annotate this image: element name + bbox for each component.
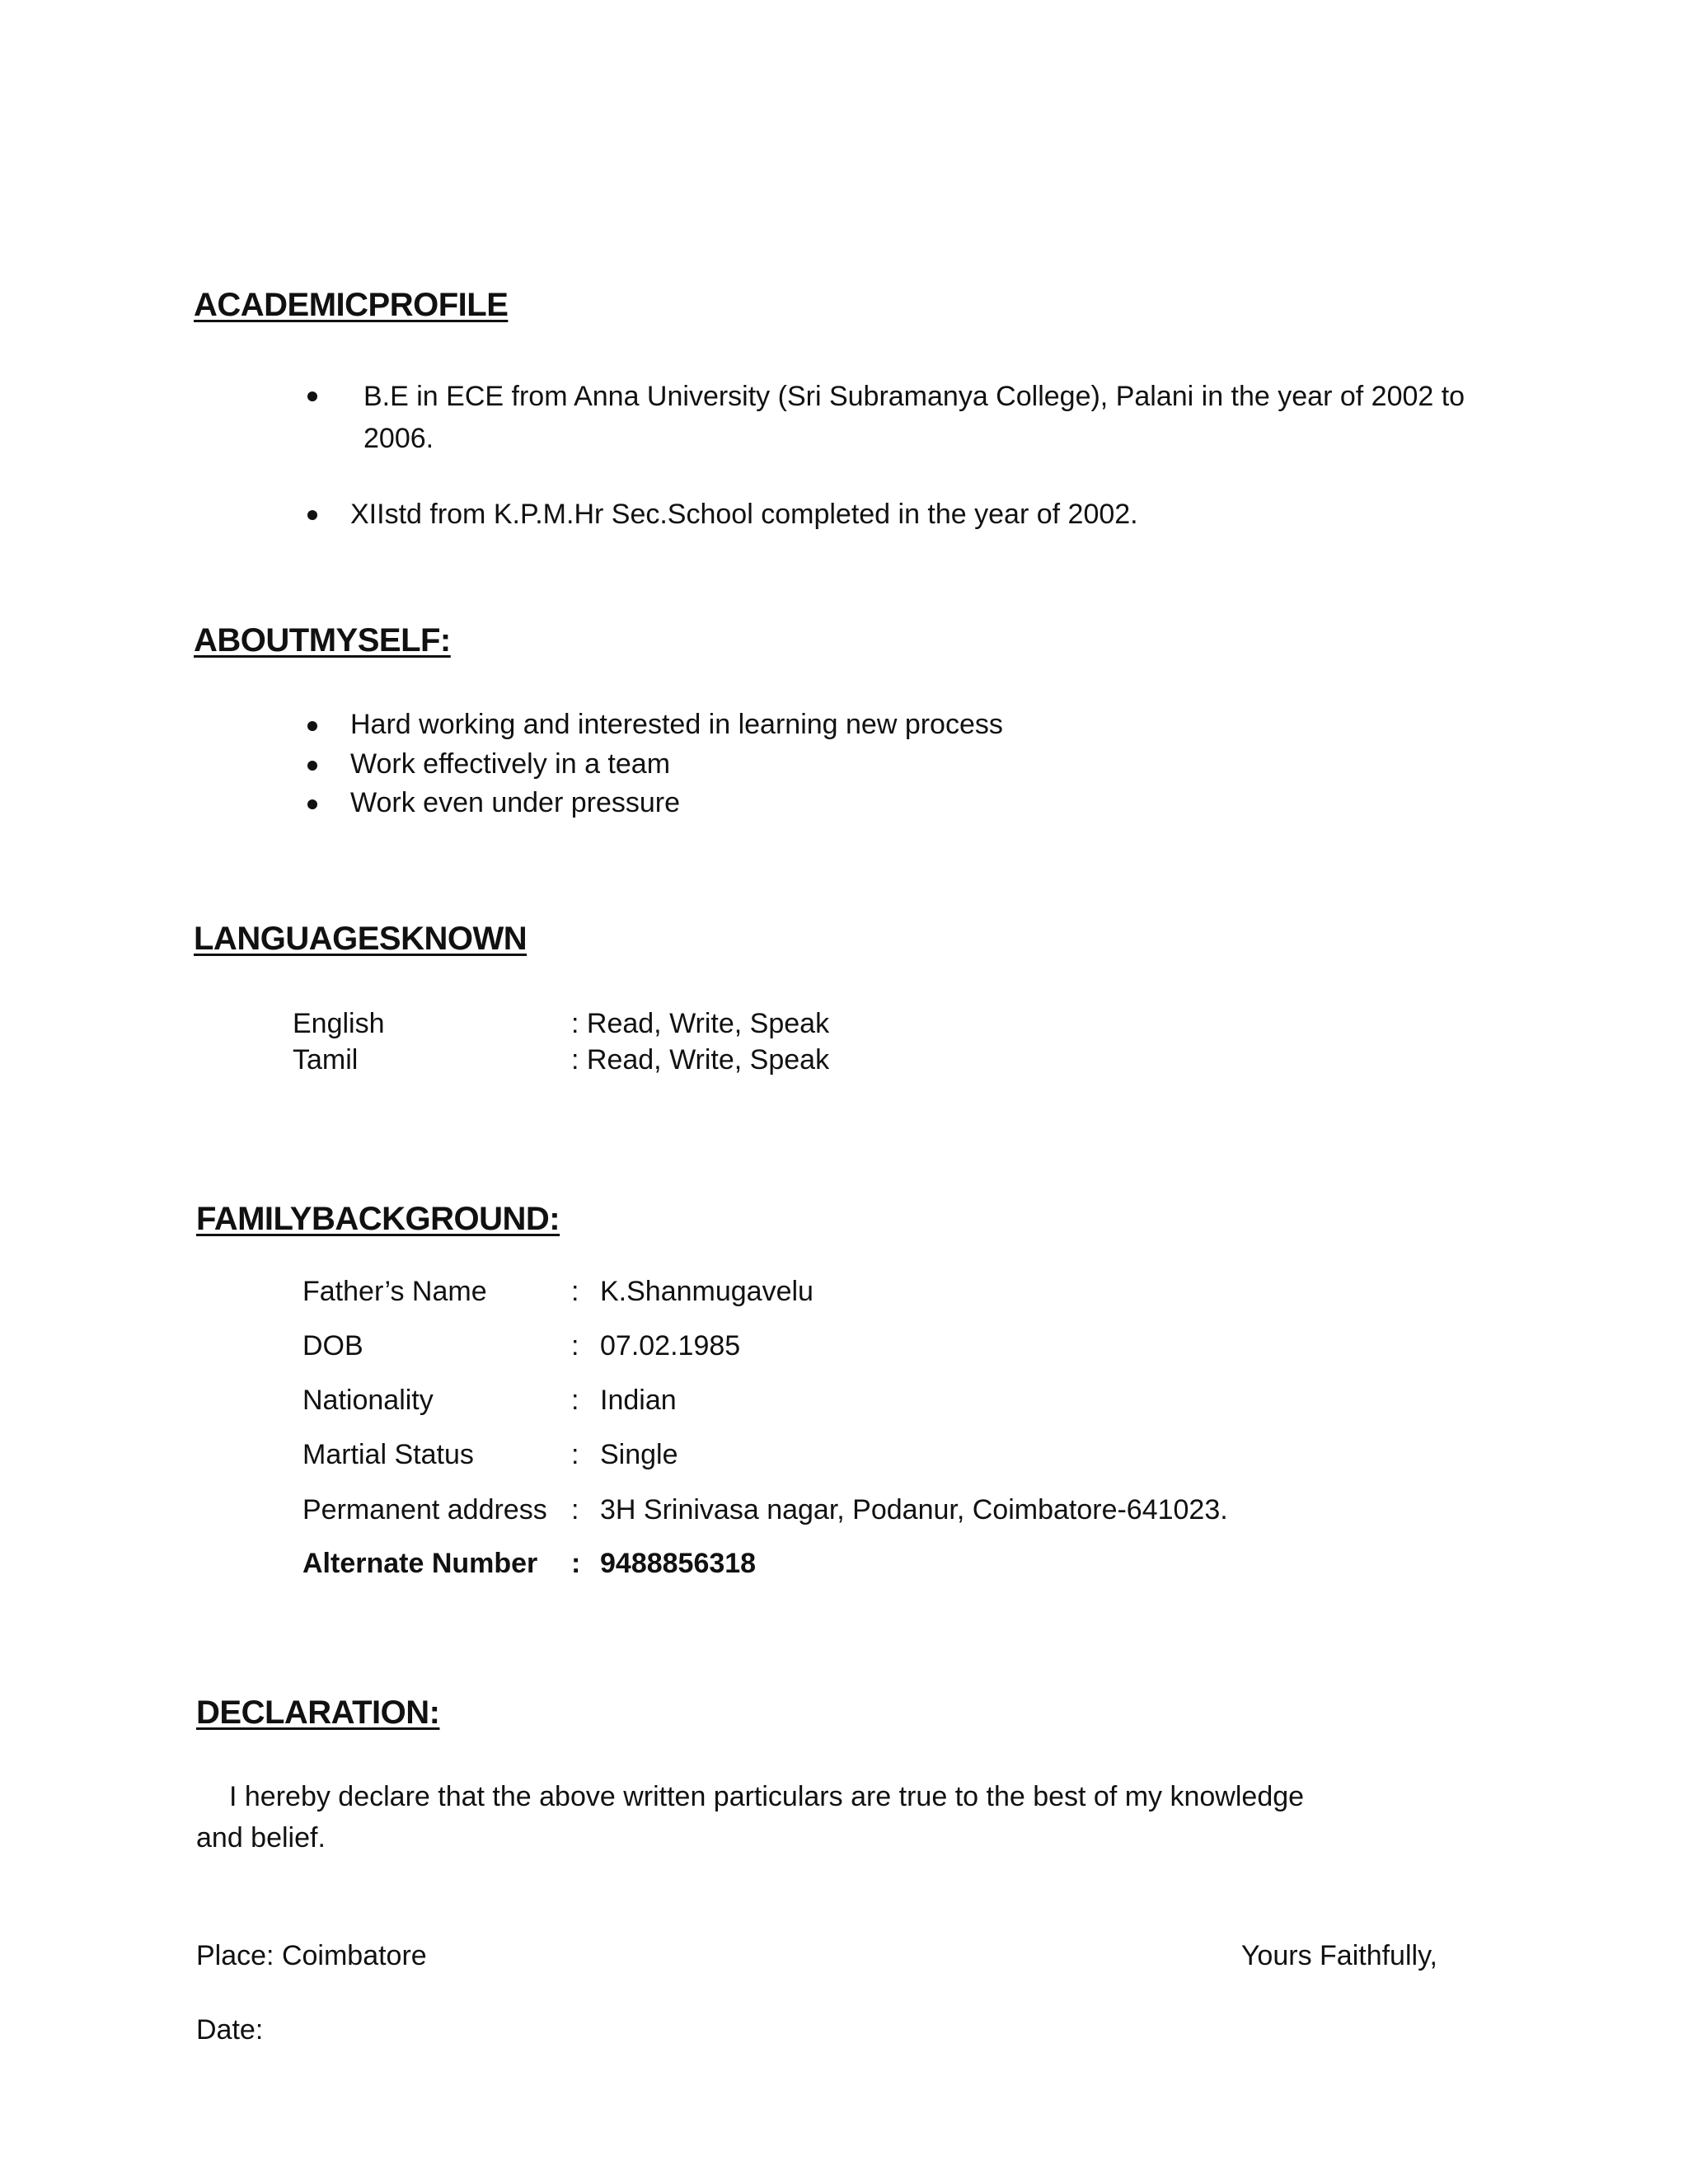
family-value-marital-status: Single: [600, 1439, 678, 1470]
declaration-text-line-2: and belief.: [196, 1822, 326, 1854]
family-separator: :: [571, 1385, 579, 1416]
academic-item-2: XIIstd from K.P.M.Hr Sec.School completed in the year of 2002.: [350, 499, 1138, 530]
about-item-1: Hard working and interested in learning new process: [350, 709, 1003, 740]
section-heading-family-background: FAMILYBACKGROUND:: [196, 1201, 560, 1237]
family-value-nationality: Indian: [600, 1385, 677, 1416]
family-key-permanent-address: Permanent address: [302, 1494, 547, 1526]
about-item-2: Work effectively in a team: [350, 748, 671, 780]
family-value-fathers-name: K.Shanmugavelu: [600, 1276, 814, 1307]
language-name-english: English: [293, 1008, 385, 1039]
family-key-nationality: Nationality: [302, 1385, 434, 1416]
family-separator: :: [571, 1276, 579, 1307]
family-key-dob: DOB: [302, 1330, 363, 1361]
family-value-alternate-number: 9488856318: [600, 1548, 757, 1579]
section-heading-declaration: DECLARATION:: [196, 1694, 440, 1731]
family-key-marital-status: Martial Status: [302, 1439, 474, 1470]
section-heading-academic-profile: ACADEMICPROFILE: [194, 287, 509, 323]
about-item-3: Work even under pressure: [350, 787, 681, 818]
family-separator: :: [571, 1494, 579, 1526]
family-value-dob: 07.02.1985: [600, 1330, 741, 1361]
family-value-permanent-address: 3H Srinivasa nagar, Podanur, Coimbatore-641023.: [600, 1494, 1228, 1526]
family-separator: :: [571, 1548, 581, 1579]
bullet-icon: [307, 761, 317, 771]
family-key-alternate-number: Alternate Number: [302, 1548, 538, 1579]
date-label: Date:: [196, 2014, 264, 2046]
academic-item-1-line-1: B.E in ECE from Anna University (Sri Subramanya College), Palani in the year of 2002 to: [363, 381, 1465, 412]
family-key-fathers-name: Father’s Name: [302, 1276, 487, 1307]
bullet-icon: [307, 721, 317, 731]
section-heading-about-myself: ABOUTMYSELF:: [194, 622, 451, 658]
section-heading-languages-known: LANGUAGESKNOWN: [194, 921, 528, 957]
language-name-tamil: Tamil: [293, 1044, 359, 1076]
bullet-icon: [307, 799, 317, 809]
family-separator: :: [571, 1330, 579, 1361]
bullet-icon: [307, 391, 317, 401]
language-skills-english: : Read, Write, Speak: [571, 1008, 830, 1039]
declaration-text-line-1: I hereby declare that the above written particulars are true to the best of my knowledge: [229, 1781, 1305, 1812]
academic-item-1-line-2: 2006.: [363, 423, 434, 454]
place-label: Place: Coimbatore: [196, 1940, 427, 1971]
closing-salutation: Yours Faithfully,: [1240, 1940, 1437, 1971]
language-skills-tamil: : Read, Write, Speak: [571, 1044, 830, 1076]
family-separator: :: [571, 1439, 579, 1470]
bullet-icon: [307, 510, 317, 520]
